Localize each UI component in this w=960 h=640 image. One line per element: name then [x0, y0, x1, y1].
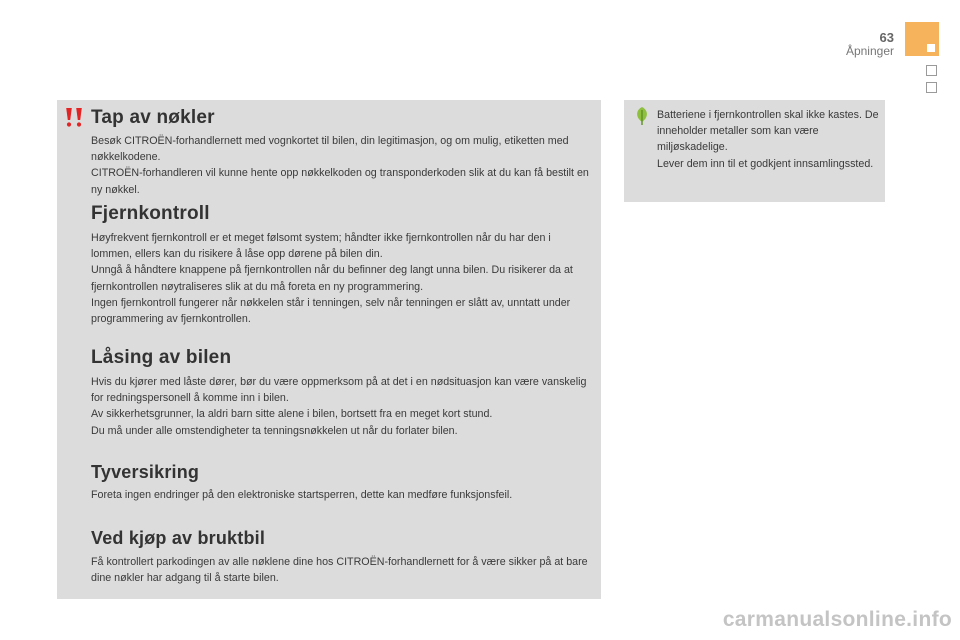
text-used-car: Få kontrollert parkodingen av alle nøklene dine hos CITROËN-forhandlernett for å være sikker på at bare dine nøkler har adgang til å starte bilen. — [91, 556, 588, 585]
section-name: Åpninger — [845, 44, 894, 58]
heading-remote: Fjernkontroll — [91, 203, 210, 224]
heading-locking: Låsing av bilen — [91, 347, 232, 368]
chapter-tab-marker — [927, 44, 935, 52]
heading-lost-keys: Tap av nøkler — [91, 107, 215, 128]
double-exclamation-warning-icon — [62, 105, 86, 129]
heading-anti-theft: Tyversikring — [91, 462, 200, 482]
text-lost-keys: Besøk CITROËN-forhandlernett med vognkortet til bilen, din legitimasjon, og om mulig, etiketten med nøkkelkodene. CITROËN-forhandleren vil kunne hente opp nøkkelkoden og transponderkoden slik at du kan få bestilt en ny nøkkel. — [91, 135, 589, 196]
side-note-text: Batteriene i fjernkontrollen skal ikke kastes. De inneholder metaller som kan være miljøskadelige. Lever dem inn til et godkjent innsamlingssted. — [657, 109, 879, 170]
text-anti-theft: Foreta ingen endringer på den elektroniske startsperren, dette kan medføre funksjonsfeil. — [91, 489, 513, 501]
nav-square-1[interactable] — [926, 65, 937, 76]
nav-square-2[interactable] — [926, 82, 937, 93]
chapter-tab[interactable] — [905, 22, 939, 56]
leaf-icon — [632, 106, 652, 126]
text-remote: Høyfrekvent fjernkontroll er et meget følsomt system; håndter ikke fjernkontrollen når du har den i lommen, ellers kan du risikere å låse opp dørene på bilen din. Unngå å håndtere knappene på fjernkontrollen når du befinner deg langt unna bilen. Du risikerer da at fjernkontrollen nøytraliseres slik at du må foreta en ny programmering. Ingen fjernkontroll fungerer når nøkkelen står i tenningen, selv når tenningen er slått av, unntatt under programmering av fjernkontrollen. — [91, 232, 573, 326]
page-number: 63 — [879, 30, 894, 45]
watermark: carmanualsonline.info — [722, 608, 952, 631]
heading-used-car: Ved kjøp av bruktbil — [91, 528, 266, 548]
text-locking: Hvis du kjører med låste dører, bør du være oppmerksom på at det i en nødsituasjon kan være vanskelig for redningspersonell å komme inn i bilen. Av sikkerhetsgrunner, la aldri barn sitte alene i bilen, bortsett fra en meget kort stund. Du må under alle omstendigheter ta tenningsnøkkelen ut når du forlater bilen. — [91, 376, 587, 437]
